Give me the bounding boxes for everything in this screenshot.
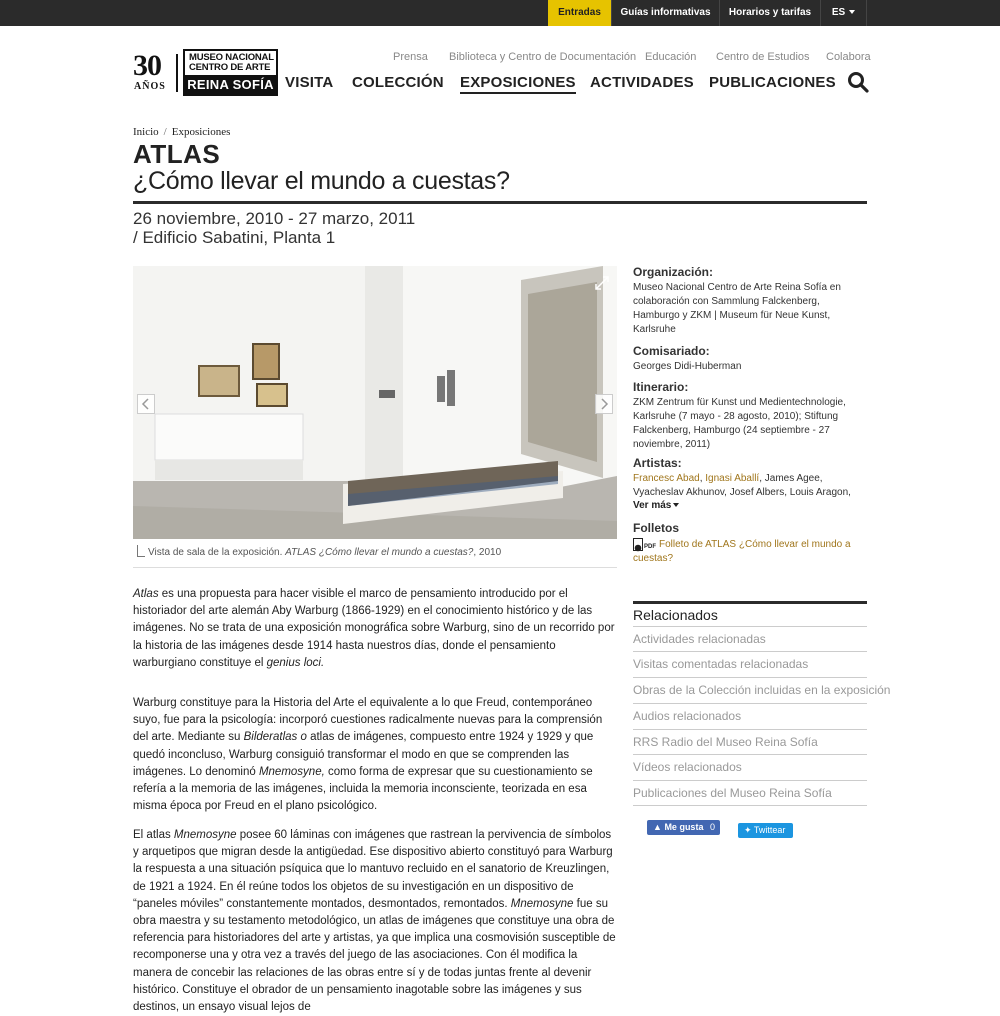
caption-marker (137, 545, 145, 557)
top-bar (0, 0, 1000, 26)
para2-text-1: Warburg constituye para la Historia del Arte el equivalente a lo que Freud, contemporáneo suyo, fue para la psicología: incorporó cuestiones radicalmente nuevas para la comprensión del arte. Mediante su (133, 697, 603, 744)
related-divider (633, 601, 867, 604)
artists-rest: , James Agee, Vyacheslav Akhunov, Josef Albers, Louis Aragon, (633, 473, 851, 498)
museum-logo[interactable] (183, 49, 278, 96)
caption-divider (133, 567, 617, 568)
venue: / Edificio Sabatini, Planta 1 (133, 228, 336, 247)
artists-heading: Artistas: (633, 456, 682, 470)
subnav-collaborate[interactable]: Colabora (826, 51, 871, 63)
subnav-press[interactable]: Prensa (393, 51, 428, 63)
para3-text-1: El atlas (133, 829, 174, 841)
related-activities[interactable]: Actividades relacionadas (633, 626, 867, 652)
like-label: Me gusta (664, 822, 704, 832)
organization-text: Museo Nacional Centro de Arte Reina Sofía en colaboración con Sammlung Falckenberg, Hamburgo y ZKM | Museum für Neue Kunst, Karlsruhe (633, 282, 841, 335)
tweet-button[interactable] (738, 823, 793, 838)
breadcrumb-separator: / (163, 126, 167, 138)
itinerary-text: ZKM Zentrum für Kunst und Medientechnologie, Karlsruhe (7 mayo - 28 agosto, 2010); Stiftung Falckenberg, Hamburgo (24 septiembre - 27 noviembre, 2011) (633, 397, 846, 450)
carousel-next-button[interactable] (595, 394, 613, 414)
breadcrumb (133, 126, 230, 138)
para1-italic-2: genius loci. (266, 656, 325, 669)
anniversary-number: 30 (133, 49, 161, 82)
brochures-heading: Folletos (633, 521, 680, 535)
breadcrumb-current[interactable]: Exposiciones (171, 126, 231, 138)
artist-link-abad[interactable]: Francesc Abad (633, 473, 700, 484)
para3-text-3: fue su obra maestra y su testamento metodológico, un atlas de imágenes que constituye una obra de referencia para historiadores del arte y artistas, ya que implica una cosmovisión susceptible de recomponerse una y otra vez a través del juego de las asociaciones. Con él modifica la manera de concebir las relaciones de las obras entre sí y de todas juntas frente al devenir histórico. Constituye el obrador de un pensamiento inagotable sobre las imágenes y sus destinos, un ensayo visual lejos de (133, 897, 616, 1014)
carousel-prev-button[interactable] (137, 394, 155, 414)
anniversary-years: AÑOS (134, 81, 166, 92)
related-videos[interactable]: Vídeos relacionados (633, 754, 867, 780)
date-range: 26 noviembre, 2010 - 27 marzo, 2011 (133, 209, 416, 228)
para1-text-1: es una propuesta para hacer visible el marco de pensamiento introducido por el historiador del arte alemán Aby Warburg (1866-1929) en el conocimiento histórico y de las imágenes. No se trata de una exposición monográfica sobre Warburg, sino de un recorrido por la historia de las imágenes desde 1914 hasta nuestros días, donde el pensamiento warburgiano constituye el (133, 588, 615, 669)
nav-publicaciones[interactable]: PUBLICACIONES (709, 74, 836, 91)
nav-exposiciones[interactable]: EXPOSICIONES (460, 74, 576, 94)
nav-visita[interactable]: VISITA (285, 74, 334, 91)
organization-heading: Organización: (633, 265, 714, 279)
twitter-bird-icon: ✦ (744, 825, 752, 835)
like-count: 0 (709, 822, 715, 832)
chevron-left-icon (138, 395, 154, 413)
breadcrumb-home[interactable]: Inicio (133, 126, 159, 138)
see-more-label: Ver más (633, 500, 672, 511)
nav-actividades[interactable]: ACTIVIDADES (590, 74, 694, 91)
artist-link-aballi[interactable]: Ignasi Aballí (705, 473, 760, 484)
logo-line-3: REINA SOFÍA (185, 75, 276, 94)
caption-suffix: , 2010 (473, 547, 502, 558)
title-divider (133, 201, 867, 204)
brochure-link[interactable]: Folleto de ATLAS ¿Cómo llevar el mundo a cuestas? (633, 539, 851, 564)
chevron-down-icon (849, 10, 855, 14)
subnav-education[interactable]: Educación (645, 51, 697, 63)
subnav-studies[interactable]: Centro de Estudios (716, 51, 810, 63)
gallery-photo (133, 266, 617, 539)
pdf-label: PDF (644, 544, 656, 550)
see-more-button[interactable] (633, 500, 679, 511)
related-guided-tours[interactable]: Visitas comentadas relacionadas (633, 651, 867, 677)
para2-text-3: como forma de expresar que su cuestionamiento se refería a la memoria de las imágenes, incluida la memoria inconsciente, teorizada en esa misma época por Freud en el plano psicológico. (133, 765, 593, 813)
para2-italic-1: Bilderatlas o (243, 731, 307, 744)
para3-italic-1: Mnemosyne (173, 829, 237, 841)
guides-link[interactable]: Guías informativas (611, 0, 719, 26)
language-label: ES (831, 7, 846, 18)
facebook-like-button[interactable] (647, 820, 720, 835)
chevron-right-icon (596, 395, 612, 413)
related-radio[interactable]: RRS Radio del Museo Reina Sofía (633, 729, 867, 755)
anniversary-logo[interactable] (133, 49, 173, 94)
curator-heading: Comisariado: (633, 344, 710, 358)
logo-line-1: MUSEO NACIONAL (189, 52, 274, 63)
exhibition-dates (133, 209, 415, 247)
warburg-paragraph (133, 695, 619, 815)
para2-italic-2: Mnemosyne, (258, 765, 325, 778)
intro-paragraph (133, 586, 619, 672)
pdf-icon (633, 538, 657, 552)
para3-text-2: posee 60 láminas con imágenes que rastrean la pervivencia de símbolos y arquetipos que migran desde la antigüedad. Ese dispositivo abierto constituyó para Warburg la respuesta a una situación psíquica que lo mantuvo recluido en el sanatorio de Kreuzlingen, de 1921 a 1924. En él reúne todos los objetos de su investigación en un dispositivo de “paneles móviles” constantemente montados, desmontados, remontados. (133, 829, 613, 910)
artists-list (633, 472, 867, 500)
hours-link[interactable]: Horarios y tarifas (719, 0, 820, 26)
page-title: ATLAS (133, 139, 221, 169)
logo-divider (176, 54, 178, 92)
nav-coleccion[interactable]: COLECCIÓN (352, 74, 444, 91)
related-collection-works[interactable]: Obras de la Colección incluidas en la exposición (633, 677, 867, 703)
para3-italic-2: Mnemosyne (510, 897, 574, 910)
subnav-library[interactable]: Biblioteca y Centro de Documentación (449, 51, 637, 63)
artist-comma: , (699, 473, 706, 484)
thumbs-up-icon: ▲ (653, 822, 662, 832)
chevron-down-icon (673, 503, 679, 507)
para2-text-2: atlas de imágenes, compuesto entre 1924 y 1929 y que quedó inconcluso, Warburg consiguió transformar el modo en que se comprenden las imágenes. Lo denominó (133, 731, 594, 778)
logo-line-2: CENTRO DE ARTE (189, 62, 271, 73)
language-selector[interactable] (820, 0, 867, 26)
image-caption (148, 547, 501, 558)
search-icon[interactable] (847, 71, 869, 93)
page-subtitle: ¿Cómo llevar el mundo a cuestas? (133, 167, 510, 195)
tickets-link[interactable]: Entradas (548, 0, 611, 26)
mnemosyne-paragraph (133, 827, 619, 1016)
curator-text: Georges Didi-Huberman (633, 361, 742, 372)
itinerary-heading: Itinerario: (633, 380, 689, 394)
expand-icon[interactable] (595, 276, 609, 290)
related-publications[interactable]: Publicaciones del Museo Reina Sofía (633, 780, 867, 806)
tweet-label: Twittear (753, 825, 786, 835)
caption-work: ATLAS ¿Cómo llevar el mundo a cuestas? (285, 547, 474, 558)
para1-italic-1: Atlas (133, 588, 159, 600)
related-audios[interactable]: Audios relacionados (633, 703, 867, 729)
exhibition-image[interactable] (133, 266, 617, 539)
caption-prefix: Vista de sala de la exposición. (148, 547, 286, 558)
related-heading: Relacionados (633, 607, 718, 623)
